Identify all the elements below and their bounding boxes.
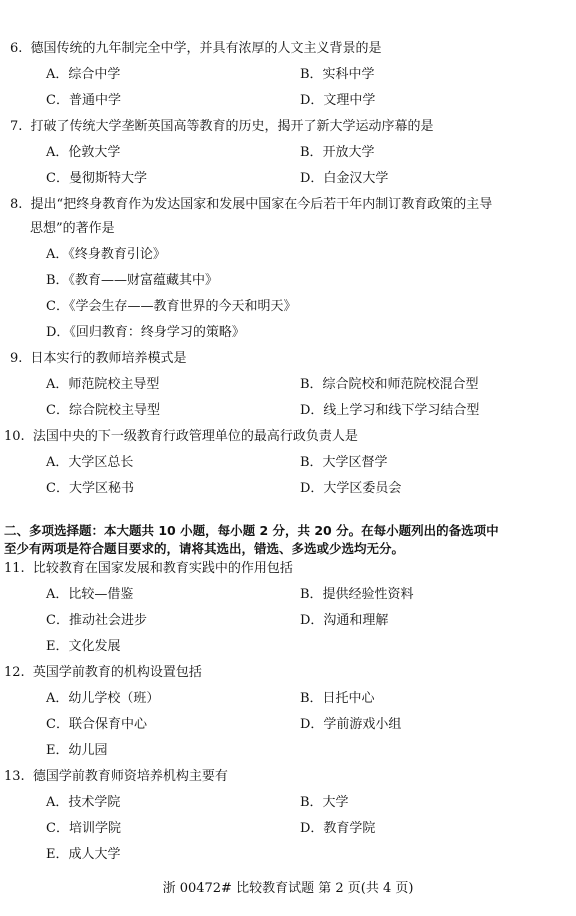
question-12 — [4, 664, 202, 682]
option-b: B．开放大学 — [300, 145, 375, 160]
question-9 — [10, 350, 187, 368]
option-b: B．大学区督学 — [300, 455, 388, 470]
option-a: A．《终身教育引论》 — [46, 247, 166, 262]
option-d: D．文理中学 — [300, 93, 376, 108]
question-stem: 日本实行的教师培养模式是 — [30, 351, 187, 366]
option-b: B．日托中心 — [300, 691, 375, 706]
section-heading: 二、多项选择题：本大题共 10 小题，每小题 2 分，共 20 分。在每小题列出的备选项中 — [4, 523, 499, 538]
question-stem: 德国学前教育师资培养机构主要有 — [32, 769, 228, 784]
option-d: D．《回归教育：终身学习的策略》 — [46, 325, 245, 340]
option-c: C．综合院校主导型 — [46, 403, 160, 418]
option-e: E．文化发展 — [46, 639, 121, 654]
question-number: 6. — [10, 41, 23, 56]
option-a: A．幼儿学校（班） — [46, 691, 160, 706]
option-d: D．线上学习和线下学习结合型 — [300, 403, 480, 418]
question-6 — [10, 40, 382, 58]
option-d: D．沟通和理解 — [300, 613, 389, 628]
option-b: B．综合院校和师范院校混合型 — [300, 377, 479, 392]
option-d: D．白金汉大学 — [300, 171, 389, 186]
question-number: 12. — [4, 665, 25, 680]
question-stem: 打破了传统大学垄断英国高等教育的历史，揭开了新大学运动序幕的是 — [30, 119, 434, 134]
option-a: A．大学区总长 — [46, 455, 134, 470]
question-stem: 英国学前教育的机构设置包括 — [32, 665, 202, 680]
option-d: D．学前游戏小组 — [300, 717, 402, 732]
option-c: C．大学区秘书 — [46, 481, 134, 496]
question-number: 8. — [10, 197, 23, 212]
question-stem: 比较教育在国家发展和教育实践中的作用包括 — [32, 561, 293, 576]
question-number: 7. — [10, 119, 23, 134]
question-number: 10. — [4, 429, 25, 444]
option-c: C．培训学院 — [46, 821, 121, 836]
option-b: B．《教育——财富蕴藏其中》 — [46, 273, 219, 288]
option-e: E．幼儿园 — [46, 743, 108, 758]
question-stem: 提出“把终身教育作为发达国家和发展中国家在今后若干年内制订教育政策的主导 — [30, 197, 493, 212]
option-b: B．实科中学 — [300, 67, 375, 82]
question-11 — [4, 560, 293, 578]
question-8 — [10, 196, 492, 214]
question-stem: 法国中央的下一级教育行政管理单位的最高行政负责人是 — [32, 429, 358, 444]
option-a: A．伦敦大学 — [46, 145, 121, 160]
question-stem-continued: 思想”的著作是 — [30, 221, 115, 236]
option-c: C．曼彻斯特大学 — [46, 171, 147, 186]
option-c: C．联合保育中心 — [46, 717, 147, 732]
question-number: 9. — [10, 351, 23, 366]
section-instructions: 至少有两项是符合题目要求的，请将其选出，错选、多选或少选均无分。 — [4, 541, 405, 556]
question-number: 13. — [4, 769, 25, 784]
option-a: A．比较—借鉴 — [46, 587, 134, 602]
question-stem: 德国传统的九年制完全中学，并具有浓厚的人文主义背景的是 — [30, 41, 382, 56]
option-b: B．大学 — [300, 795, 349, 810]
option-c: C．推动社会进步 — [46, 613, 147, 628]
option-b: B．提供经验性资料 — [300, 587, 414, 602]
option-a: A．师范院校主导型 — [46, 377, 160, 392]
option-c: C．《学会生存——教育世界的今天和明天》 — [46, 299, 297, 314]
question-7 — [10, 118, 434, 136]
option-d: D．教育学院 — [300, 821, 376, 836]
question-number: 11. — [4, 561, 25, 576]
question-13 — [4, 768, 228, 786]
option-d: D．大学区委员会 — [300, 481, 402, 496]
question-10 — [4, 428, 358, 446]
option-a: A．技术学院 — [46, 795, 121, 810]
option-a: A．综合中学 — [46, 67, 121, 82]
option-c: C．普通中学 — [46, 93, 121, 108]
option-e: E．成人大学 — [46, 847, 121, 862]
page-footer: 浙 00472# 比较教育试题 第 2 页(共 4 页) — [162, 881, 414, 896]
